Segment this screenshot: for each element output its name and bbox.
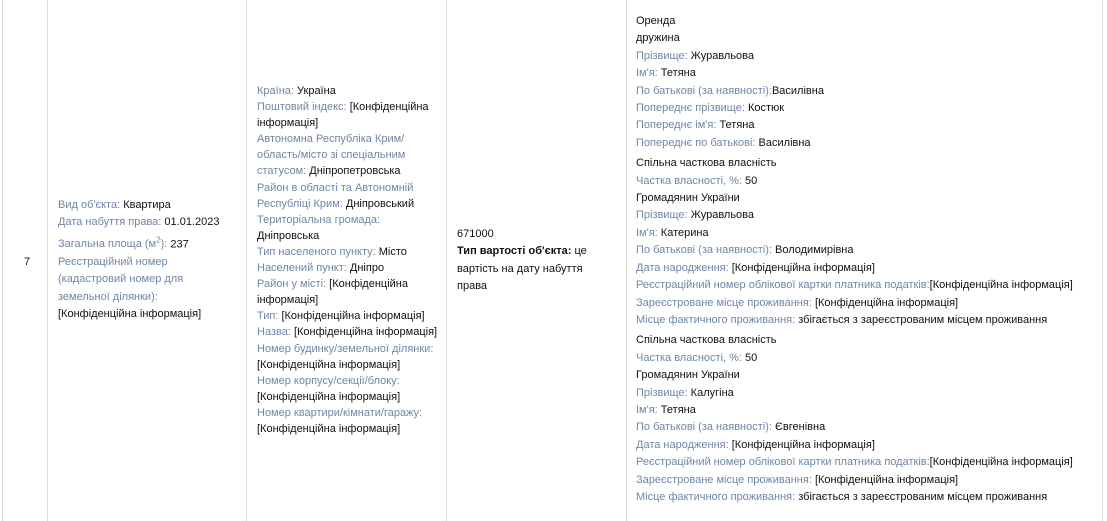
country-value: Україна [297, 85, 336, 97]
citizen-1: Громадянин України [636, 192, 740, 205]
o2-reg-addr: [Конфіденційна інформація] [814, 296, 959, 309]
share-line-1 [636, 173, 1102, 190]
o2-name: Катерина [660, 226, 709, 239]
reg-number-label-1: Реєстраційний номер [58, 255, 168, 268]
district-value: Дніпровський [345, 197, 415, 210]
table-border-left [2, 0, 3, 521]
street-type-line [257, 308, 445, 324]
o3-reg-addr: [Конфіденційна інформація] [814, 473, 959, 486]
cost-cell [457, 226, 623, 296]
o2-name-label: Ім'я: [636, 226, 658, 239]
object-type-value: Квартира [123, 199, 171, 211]
o1-prev-surname-label: Попереднє прізвище: [636, 102, 745, 115]
o3-patronymic-label: По батькові (за наявності): [636, 421, 772, 434]
o1-prev-name-line [636, 117, 1102, 134]
o2-birth-label: Дата народження: [636, 261, 729, 274]
city-district-value-2: інформація] [257, 294, 319, 307]
address-cell [257, 83, 445, 437]
joint-ownership-1: Спільна часткова власність [636, 157, 777, 170]
o3-surname: Калугіна [690, 386, 734, 399]
o2-surname: Журавльова [690, 209, 755, 222]
o3-birth: [Конфіденційна інформація] [731, 438, 875, 451]
o3-actual-addr-label: Місце фактичного проживання: [636, 490, 796, 503]
street-name-label: Назва: [257, 326, 291, 339]
cost-type-value-2: вартість на дату набуття [457, 262, 583, 275]
column-divider-3 [446, 0, 447, 521]
o3-birth-line [636, 437, 1102, 454]
settlement-type-value: Місто [378, 245, 407, 258]
settlement-label: Населений пункт: [257, 262, 347, 275]
o2-reg-addr-label: Зареєстроване місце проживання: [636, 296, 812, 309]
share-label-1: Частка власності, %: [636, 174, 742, 187]
object-cell [58, 197, 244, 324]
street-name-value: [Конфіденційна інформація] [293, 326, 438, 339]
o1-name: Тетяна [660, 67, 696, 80]
district-label-1: Район в області та Автономній [257, 181, 414, 194]
o3-birth-label: Дата народження: [636, 438, 729, 451]
district-label-2: Республіці Крим: [257, 197, 343, 210]
zip-label: Поштовий індекс: [257, 101, 347, 114]
area-value: 237 [170, 238, 189, 251]
community-value: Дніпровська [257, 229, 320, 242]
column-divider-2 [246, 0, 247, 521]
o1-surname-line [636, 48, 1102, 65]
o1-prev-surname-line [636, 100, 1102, 117]
street-type-value: [Конфіденційна інформація] [281, 310, 425, 323]
column-divider-4 [626, 0, 627, 521]
block-value: [Конфіденційна інформація] [257, 390, 401, 403]
acquisition-date-line [58, 214, 244, 231]
o3-reg-addr-line [636, 472, 1102, 489]
o3-name: Тетяна [660, 403, 696, 416]
reg-number-label-2: (кадастровий номер для [58, 273, 184, 286]
zip-value-2: інформація] [257, 117, 319, 130]
district-line [257, 196, 445, 212]
o2-actual-addr-label: Місце фактичного проживання: [636, 313, 796, 326]
settlement-type-line [257, 244, 445, 260]
o1-name-line [636, 65, 1102, 82]
settlement-type-label: Тип населеного пункту: [257, 245, 376, 258]
o2-surname-line [636, 207, 1102, 224]
o2-actual-addr: збігається з зареєстрованим місцем проживання [798, 313, 1048, 326]
o2-tax-label: Реєстраційний номер облікової картки платника податків: [636, 279, 930, 292]
o3-tax-line [636, 454, 1102, 471]
o2-reg-addr-line [636, 295, 1102, 312]
o3-tax-label: Реєстраційний номер облікової картки платника податків: [636, 456, 930, 469]
area-label-text: Загальна площа (м [58, 238, 157, 251]
acquisition-date-label: Дата набуття права: [58, 216, 162, 229]
share-value-1: 50 [745, 174, 758, 187]
region-line [257, 163, 445, 179]
area-label [58, 235, 168, 251]
column-divider-1 [47, 0, 48, 521]
settlement-line [257, 260, 445, 276]
o1-patronymic: Василівна [771, 84, 824, 97]
settlement-value: Дніпро [349, 262, 385, 275]
o1-prev-patronymic-label: Попереднє по батькові: [636, 136, 756, 149]
o2-birth-line [636, 260, 1102, 277]
region-label-3: статусом: [257, 165, 307, 178]
o1-patronymic-line [636, 83, 1102, 100]
reg-number-label-3: земельної ділянки): [58, 290, 158, 303]
o2-patronymic-label: По батькові (за наявності): [636, 244, 772, 257]
region-value: Дніпропетровська [309, 165, 401, 178]
share-line-2 [636, 350, 1102, 367]
area-label-sup: 2 [156, 235, 161, 245]
o1-prev-name-label: Попереднє ім'я: [636, 119, 717, 132]
object-type-label: Вид об'єкта: [58, 199, 121, 211]
o2-patronymic: Володимирівна [775, 244, 854, 257]
zip-value-1: [Конфіденційна [349, 101, 429, 114]
o2-tax-line [636, 277, 1102, 294]
region-label-2: область/місто зі спеціальним [257, 149, 406, 162]
rent-label: Оренда [636, 15, 676, 27]
o3-actual-addr-line [636, 489, 1102, 506]
zip-line [257, 99, 445, 115]
cost-type-line [457, 243, 623, 260]
share-value-2: 50 [745, 351, 758, 364]
reg-number-value: [Конфіденційна інформація] [58, 308, 202, 321]
cost-type-value-1: це [574, 245, 587, 258]
o3-patronymic: Євгенівна [775, 421, 826, 434]
table-border-right [1102, 0, 1103, 521]
o3-surname-line [636, 385, 1102, 402]
o1-prev-patronymic-line [636, 135, 1102, 152]
area-line [58, 232, 244, 254]
street-type-label: Тип: [257, 310, 279, 323]
country-label: Країна: [257, 85, 294, 97]
cost-type-value-3: права [457, 280, 488, 293]
house-label: Номер будинку/земельної ділянки: [257, 342, 434, 355]
city-district-label: Район у місті: [257, 278, 327, 291]
block-label: Номер корпусу/секції/блоку: [257, 374, 400, 387]
community-label: Територіальна громада: [257, 213, 381, 226]
o2-patronymic-line [636, 242, 1102, 259]
o2-name-line [636, 225, 1102, 242]
object-type-line [58, 197, 244, 214]
o3-name-label: Ім'я: [636, 403, 658, 416]
citizen-2: Громадянин України [636, 369, 740, 382]
o3-tax: [Конфіденційна інформація] [929, 456, 1073, 469]
apartment-value: [Конфіденційна інформація] [257, 422, 401, 435]
spouse-label: дружина [636, 32, 680, 45]
acquisition-date-value: 01.01.2023 [164, 216, 220, 229]
rights-cell [636, 13, 1102, 506]
o1-name-label: Ім'я: [636, 67, 658, 80]
o3-surname-label: Прізвище: [636, 386, 688, 399]
row-number: 7 [24, 256, 31, 268]
o2-birth: [Конфіденційна інформація] [731, 261, 875, 274]
o1-surname-label: Прізвище: [636, 49, 688, 62]
o1-prev-surname: Костюк [747, 102, 785, 115]
o3-actual-addr: збігається з зареєстрованим місцем проживання [798, 490, 1048, 503]
area-label-close: ): [160, 238, 168, 251]
o2-surname-label: Прізвище: [636, 209, 688, 222]
o2-tax: [Конфіденційна інформація] [929, 279, 1073, 292]
o3-name-line [636, 402, 1102, 419]
o1-prev-name: Тетяна [719, 119, 755, 132]
house-value: [Конфіденційна інформація] [257, 358, 401, 371]
apartment-label: Номер квартири/кімнати/гаражу: [257, 406, 423, 419]
street-name-line [257, 324, 445, 340]
joint-ownership-2: Спільна часткова власність [636, 334, 777, 347]
o2-actual-addr-line [636, 312, 1102, 329]
o3-reg-addr-label: Зареєстроване місце проживання: [636, 473, 812, 486]
o1-surname: Журавльова [690, 49, 755, 62]
country-line [257, 83, 445, 99]
cost-type-label: Тип вартості об'єкта: [457, 245, 572, 258]
o1-patronymic-label: По батькові (за наявності): [636, 84, 772, 97]
city-district-line [257, 276, 445, 292]
city-district-value-1: [Конфіденційна [329, 278, 408, 291]
cost-value: 671000 [457, 228, 494, 240]
region-label-1: Автономна Республіка Крим/ [257, 133, 405, 146]
o3-patronymic-line [636, 419, 1102, 436]
o1-prev-patronymic: Василівна [758, 136, 811, 149]
share-label-2: Частка власності, %: [636, 351, 742, 364]
